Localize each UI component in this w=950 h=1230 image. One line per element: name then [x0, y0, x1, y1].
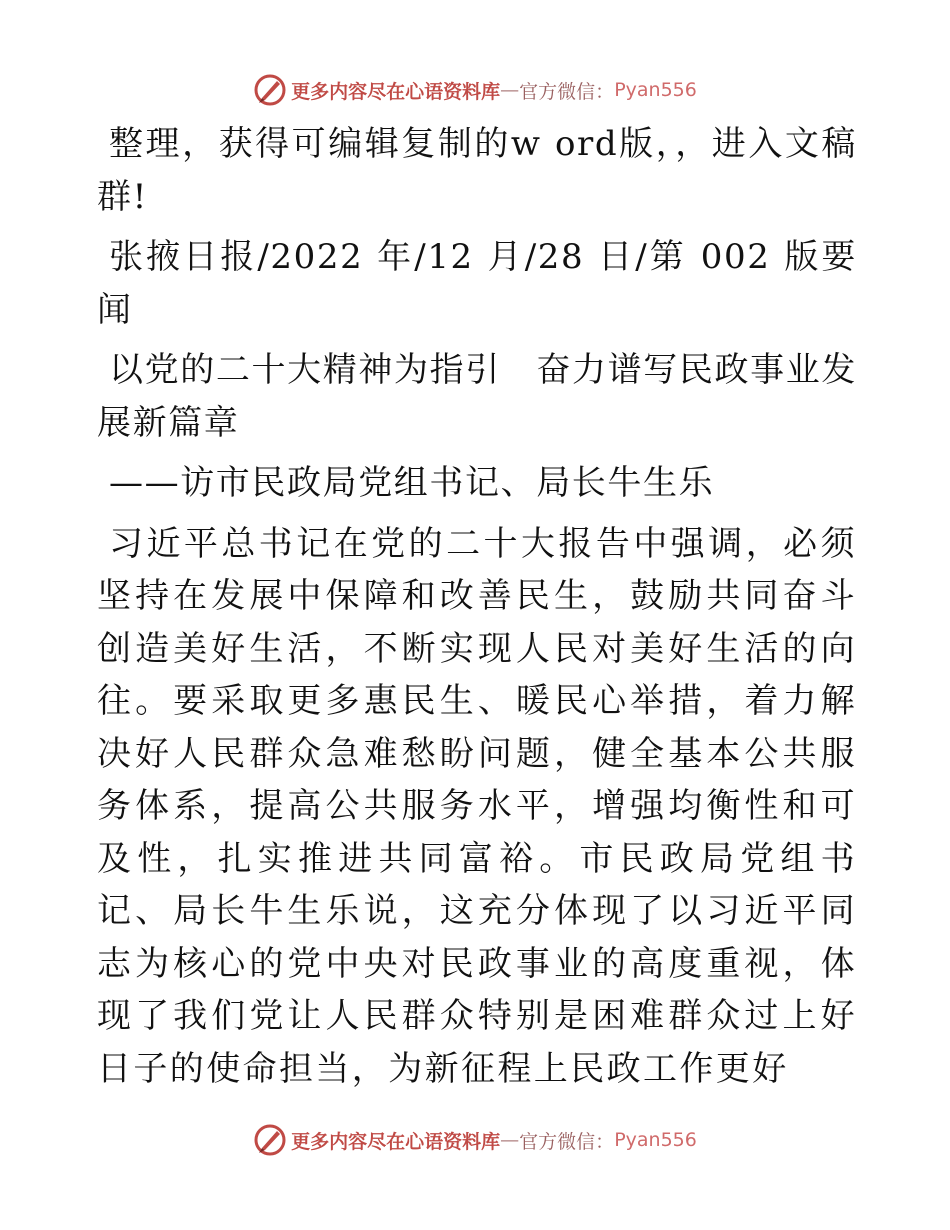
document-body [97, 118, 857, 1103]
watermark-site-text: 更多内容尽在心语资料库 [291, 80, 501, 103]
source-line: 张掖日报/2022 年/12 月/28 日/第 002 版要闻 [97, 237, 857, 330]
quill-logo-icon [253, 1123, 287, 1157]
watermark-wechat-id: Pyan556 [614, 79, 697, 101]
article-headline: 以党的二十大精神为指引 奋力谱写民政事业发展新篇章 [97, 350, 857, 443]
watermark-site-text: 更多内容尽在心语资料库 [291, 1130, 501, 1153]
watermark-header [0, 70, 950, 110]
watermark-wechat-label: 官方微信： [519, 1130, 615, 1153]
article-subheadline: ——访市民政局党组书记、局长牛生乐 [109, 463, 715, 503]
watermark-footer [0, 1120, 950, 1160]
watermark-separator: — [500, 79, 520, 101]
intro-paragraph: 整理，获得可编辑复制的w ord版，，进入文稿群! [97, 124, 857, 217]
article-body-paragraph: 习近平总书记在党的二十大报告中强调，必须坚持在发展中保障和改善民生，鼓励共同奋斗创造美好生活，不断实现人民对美好生活的向往。要采取更多惠民生、暖民心举措，着力解决好人民群众急难愁盼问题，健全基本公共服务体系，提高公共服务水平，增强均衡性和可及性，扎实推进共同富裕。市民政局党组书记、局长牛生乐说，这充分体现了以习近平同志为核心的党中央对民政事业的高度重视，体现了我们党让人民群众特别是困难群众过上好日子的使命担当，为新征程上民政工作更好 [97, 523, 857, 1089]
watermark-wechat-id: Pyan556 [614, 1129, 697, 1151]
watermark-separator: — [500, 1129, 520, 1151]
watermark-wechat-label: 官方微信： [519, 80, 615, 103]
quill-logo-icon [253, 73, 287, 107]
